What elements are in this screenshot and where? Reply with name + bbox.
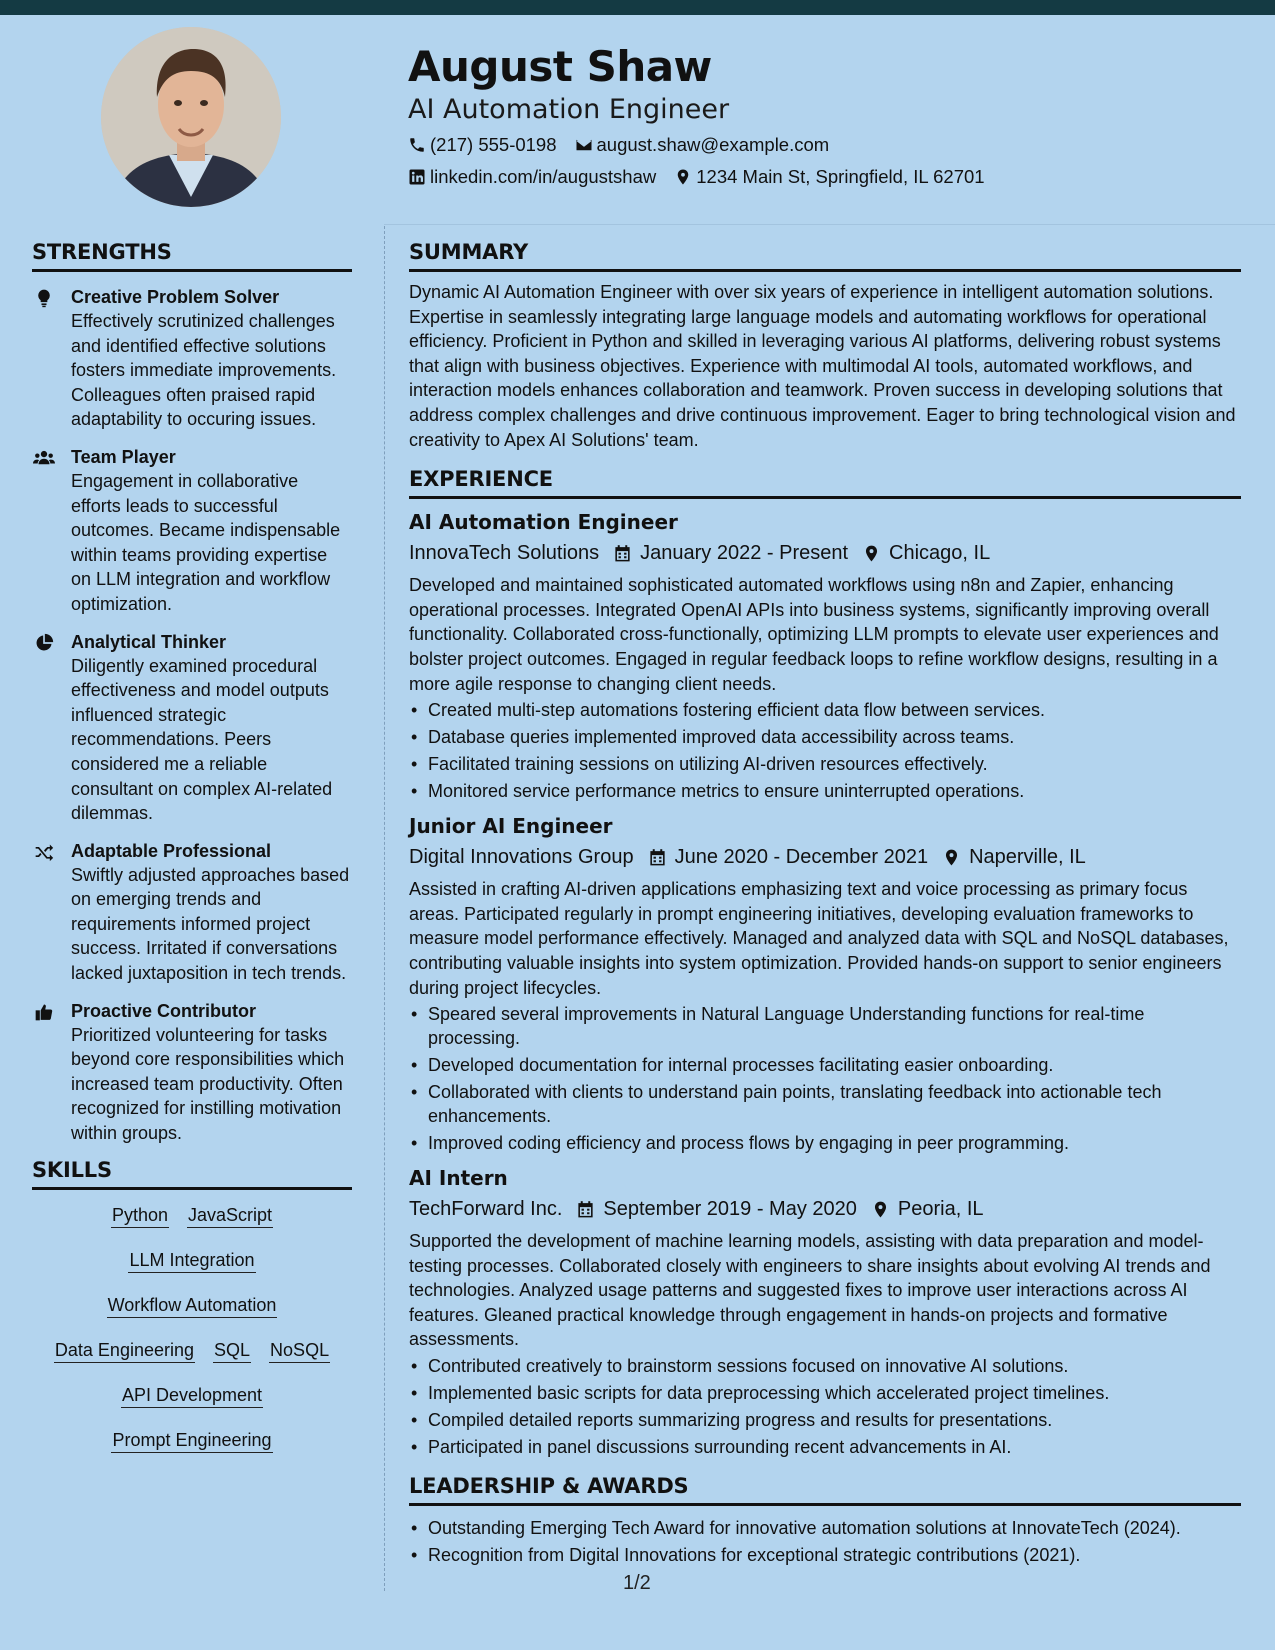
bullet-item: • Contributed creatively to brainstorm sessions focused on innovative AI solutions. <box>409 1354 1241 1378</box>
top-bar <box>0 0 1275 15</box>
phone-icon <box>408 136 426 154</box>
job-bullets <box>409 698 1241 803</box>
strength-desc: Swiftly adjusted approaches based on emerging trends and requirements informed project success. Irritated if conversations lacked juxtaposition in tech trends. <box>71 864 350 984</box>
skill-tag: NoSQL <box>269 1339 330 1363</box>
job-title: AI Intern <box>409 1166 508 1191</box>
strength-title: Creative Problem Solver <box>71 287 280 307</box>
candidate-name: August Shaw <box>408 42 712 91</box>
summary-heading: SUMMARY <box>409 240 1241 272</box>
linkedin-text[interactable]: linkedin.com/in/augustshaw <box>430 166 657 187</box>
users-icon <box>33 448 55 468</box>
calendar-icon <box>576 1200 595 1219</box>
strength-item <box>32 630 352 826</box>
job-description: Supported the development of machine learning models, assisting with data preparation and model-testing processes. Collaborated closely with engineers to share insights about evolving AI trends and technologies. Analyzed usage patterns and suggested fixes to improve user interactions across AI features. Gleaned practical knowledge through engagement in hands-on projects and formative assessments. <box>409 1231 1211 1350</box>
lightbulb-icon <box>33 288 55 308</box>
skills-heading: SKILLS <box>32 1158 352 1190</box>
pie-chart-icon <box>33 633 55 653</box>
bullet-item: • Implemented basic scripts for data preprocessing which accelerated project timelines. <box>409 1381 1241 1405</box>
job-location: Peoria, IL <box>897 1198 984 1221</box>
shuffle-icon <box>33 842 55 862</box>
contact-row-2 <box>408 166 1003 188</box>
skills-list <box>32 1204 352 1453</box>
bullet-item: • Collaborated with clients to understand pain points, translating feedback into actionable tech enhancements. <box>409 1080 1241 1128</box>
profile-photo <box>101 27 281 207</box>
strength-desc: Prioritized volunteering for tasks beyond core responsibilities which increased team productivity. Often recognized for instilling motivation within groups. <box>71 1024 345 1144</box>
strength-desc: Effectively scrutinized challenges and identified effective solutions fosters immediate improvements. Colleagues often praised rapid adaptability to occuring issues. <box>71 311 337 430</box>
page-number: 1/2 <box>623 1572 651 1594</box>
bullet-item: • Recognition from Digital Innovations for exceptional strategic contributions (2021). <box>409 1543 1241 1567</box>
linkedin-contact[interactable] <box>408 166 656 188</box>
column-divider <box>384 226 385 1591</box>
job-company: TechForward Inc. <box>409 1198 563 1221</box>
skill-tag: JavaScript <box>187 1204 273 1228</box>
job-bullets <box>409 1002 1241 1155</box>
job-entry <box>409 1166 1241 1459</box>
calendar-icon <box>648 848 667 867</box>
strength-title: Team Player <box>71 446 176 467</box>
skill-tag: LLM Integration <box>128 1249 255 1273</box>
job-title: AI Automation Engineer <box>409 510 678 535</box>
phone-contact <box>408 134 557 156</box>
strengths-heading: STRENGTHS <box>32 240 352 272</box>
job-dates: September 2019 - May 2020 <box>603 1198 857 1221</box>
phone-text: (217) 555-0198 <box>430 134 557 155</box>
email-text[interactable]: august.shaw@example.com <box>596 134 830 155</box>
strength-item <box>32 445 352 617</box>
contact-row-1 <box>408 134 847 156</box>
address-text: 1234 Main St, Springfield, IL 62701 <box>696 166 985 187</box>
skill-tag: Workflow Automation <box>107 1294 278 1318</box>
bullet-item: • Improved coding efficiency and process flows by engaging in peer programming. <box>409 1131 1241 1155</box>
job-dates: January 2022 - Present <box>640 542 849 565</box>
bullet-item: • Participated in panel discussions surrounding recent advancements in AI. <box>409 1435 1241 1459</box>
skill-tag: Prompt Engineering <box>111 1429 272 1453</box>
job-company: Digital Innovations Group <box>409 846 634 869</box>
job-location: Naperville, IL <box>969 846 1086 869</box>
job-location: Chicago, IL <box>889 542 991 565</box>
strength-title: Proactive Contributor <box>71 1000 257 1021</box>
map-pin-icon <box>862 544 881 563</box>
thumbs-up-icon <box>33 1002 55 1022</box>
summary-text: Dynamic AI Automation Engineer with over six years of experience in intelligent automation solutions. Expertise in seamlessly integrating large language models and automating workflows for operational efficiency. Proficient in Python and skilled in leveraging various AI platforms, delivering robust systems that align with business objectives. Experience with multimodal AI tools, automated workflows, and interaction models enhances collaboration and teamwork. Proven success in developing solutions that address complex challenges and drive continuous improvement. Eager to bring technological vision and creativity to Apex AI Solutions' team. <box>409 282 1236 450</box>
job-company: InnovaTech Solutions <box>409 542 600 565</box>
bullet-item: • Developed documentation for internal processes facilitating easier onboarding. <box>409 1053 1241 1077</box>
bullet-item: • Compiled detailed reports summarizing progress and results for presentations. <box>409 1408 1241 1432</box>
leadership-list <box>409 1516 1241 1567</box>
experience-heading: EXPERIENCE <box>409 467 1241 499</box>
address-contact <box>674 166 984 188</box>
strength-title: Adaptable Professional <box>71 840 272 861</box>
bullet-item: • Facilitated training sessions on utilizing AI-driven resources effectively. <box>409 752 1241 776</box>
job-title: Junior AI Engineer <box>409 814 613 839</box>
strength-item <box>32 285 352 432</box>
skill-tag: SQL <box>213 1339 251 1363</box>
job-bullets <box>409 1354 1241 1459</box>
strength-item <box>32 999 352 1146</box>
map-pin-icon <box>942 848 961 867</box>
bullet-item: • Outstanding Emerging Tech Award for innovative automation solutions at InnovateTech (2024). <box>409 1516 1241 1540</box>
bullet-item: • Created multi-step automations fostering efficient data flow between services. <box>409 698 1241 722</box>
job-entry <box>409 510 1241 803</box>
strength-title: Analytical Thinker <box>71 631 227 652</box>
header-divider <box>384 224 1275 225</box>
job-meta <box>409 846 1241 869</box>
skill-tag: Python <box>111 1204 169 1228</box>
linkedin-icon <box>408 168 426 186</box>
strength-item <box>32 839 352 986</box>
strength-desc: Engagement in collaborative efforts leads to successful outcomes. Became indispensable within teams providing expertise on LLM integration and workflow optimization. <box>71 470 341 614</box>
left-column <box>32 240 352 1474</box>
skill-tag: API Development <box>121 1384 263 1408</box>
bullet-item: • Monitored service performance metrics to ensure uninterrupted operations. <box>409 779 1241 803</box>
job-meta <box>409 542 1241 565</box>
job-dates: June 2020 - December 2021 <box>674 846 929 869</box>
bullet-item: • Speared several improvements in Natural Language Understanding functions for real-time processing. <box>409 1002 1241 1050</box>
candidate-title: AI Automation Engineer <box>408 94 730 125</box>
email-contact[interactable] <box>575 134 830 156</box>
map-pin-icon <box>674 168 692 186</box>
leadership-heading: LEADERSHIP & AWARDS <box>409 1474 1241 1506</box>
map-pin-icon <box>871 1200 890 1219</box>
envelope-icon <box>575 136 593 154</box>
bullet-item: • Database queries implemented improved data accessibility across teams. <box>409 725 1241 749</box>
job-description: Developed and maintained sophisticated automated workflows using n8n and Zapier, enhancing operational processes. Integrated OpenAI APIs into business systems, significantly improving overall functionality. Collaborated cross-functionally, optimizing LLM prompts to elevate user experiences and bolster project outcomes. Engaged in regular feedback loops to refine workflow designs, resulting in a more agile response to changing client needs. <box>409 575 1219 694</box>
job-description: Assisted in crafting AI-driven applications emphasizing text and voice processing as primary focus areas. Participated regularly in prompt engineering initiatives, developing evaluation frameworks to measure model performance effectively. Managed and analyzed data with SQL and NoSQL databases, contributing valuable insights into system optimization. Provided hands-on support to senior engineers during project lifecycles. <box>409 879 1229 998</box>
strength-desc: Diligently examined procedural effectiveness and model outputs influenced strategic recommendations. Peers considered me a reliable consultant on complex AI-related dilemmas. <box>71 655 333 824</box>
calendar-icon <box>613 544 632 563</box>
job-meta <box>409 1198 1241 1221</box>
skills-section <box>32 1158 352 1453</box>
skill-tag: Data Engineering <box>54 1339 195 1363</box>
right-column <box>409 240 1241 1570</box>
job-entry <box>409 814 1241 1155</box>
